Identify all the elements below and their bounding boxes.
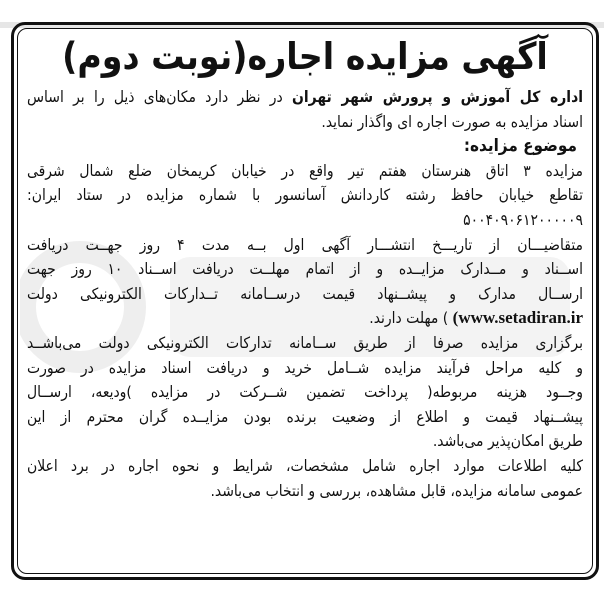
process-line: برگزاری مزایده صرفا از طریق ســامانه تدارکات الکترونیکی دولت می‌باشــد bbox=[27, 333, 583, 352]
subject-line: مزایده ۳ اتاق هنرستان هفتم تیر واقع در خیابان کریمخان ضلع شمال شرقی bbox=[27, 161, 584, 180]
process-line: و کلیه مراحل فرآیند مزایده شــامل خرید و دریافت اسناد مزایده در صورت bbox=[27, 358, 583, 377]
organization-name: اداره کل آموزش و پرورش شهر تهران bbox=[292, 88, 584, 106]
intro-text: در نظر دارد مکان‌های ذیل را بر اساس bbox=[27, 88, 283, 106]
deadline-line: متقاضیـــان از تاریـــخ انتشـــار آگهی اول بــه مدت ۴ روز جهــت دریافت bbox=[27, 235, 583, 254]
process-line: وجــود هزینه مربوطه( پرداخت تضمین شــرکت در مزایده )ودیعه، ارســال bbox=[27, 383, 583, 402]
auction-number: ۵۰۰۴۰۹۰۶۱۲۰۰۰۰۰۹ bbox=[463, 210, 583, 229]
notice-frame bbox=[11, 22, 599, 580]
subject-line: تقاطع خیابان حافظ رشته کاردانش آسانسور با شماره مزایده در ستاد ایران: bbox=[27, 186, 583, 205]
website-line bbox=[27, 306, 583, 331]
notice-title: آگهی مزایده اجاره(نوبت دوم) bbox=[62, 35, 548, 78]
notice-content bbox=[27, 29, 583, 503]
website-link[interactable]: (www.setadiran.ir bbox=[452, 308, 583, 328]
info-line: کلیه اطلاعات موارد اجاره شامل مشخصات، شرایط و نحوه اجاره در برد اعلان bbox=[27, 456, 583, 475]
deadline-line: ارســال مدارک و پیشــنهاد قیمت درســامانه تــدارکات الکترونیکی دولت bbox=[27, 284, 583, 303]
intro-line-1 bbox=[27, 85, 583, 110]
intro-line-2: اسناد مزایده به صورت اجاره ای واگذار نماید. bbox=[321, 112, 583, 131]
process-line: طریق امکان‌پذیر می‌باشد. bbox=[432, 432, 583, 451]
deadline-line: اســناد و مــدارک مزایــده و از اتمام مهلــت دریافت اســناد ۱۰ روز جهت bbox=[27, 260, 583, 279]
process-line: پیشــنهاد قیمت و اطلاع از وضعیت برنده بودن مزایــده گران محترم از این bbox=[27, 407, 583, 426]
subject-heading: موضوع مزایده: bbox=[463, 136, 577, 157]
info-line: عمومی سامانه مزایده، قابل مشاهده، بررسی و انتخاب می‌باشد. bbox=[210, 481, 583, 500]
website-tail: ) مهلت دارند. bbox=[369, 309, 449, 328]
